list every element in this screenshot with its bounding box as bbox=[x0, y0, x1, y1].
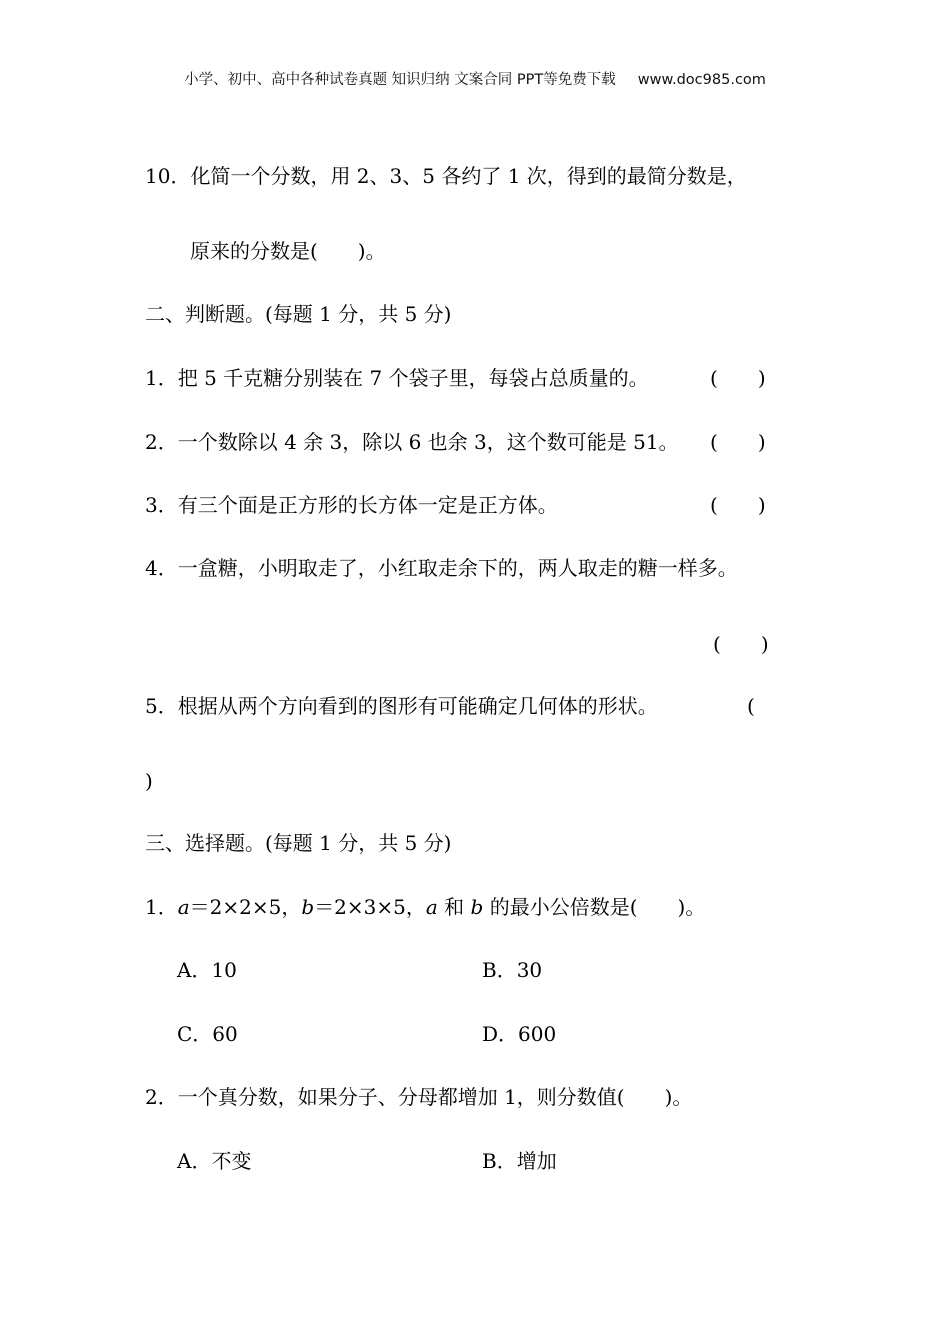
paren-close: ) bbox=[757, 366, 766, 390]
answer-paren-2 bbox=[710, 428, 766, 456]
section3-title: 三、选择题。(每题 1 分，共 5 分) bbox=[145, 831, 452, 855]
q1-option-d: D．600 bbox=[482, 1022, 557, 1046]
judge-item-3: 3．有三个面是正方形的长方体一定是正方体。 bbox=[145, 493, 558, 517]
q1-option-a: A．10 bbox=[177, 958, 237, 982]
q2-option-a: A．不变 bbox=[177, 1149, 252, 1173]
page-header bbox=[0, 68, 950, 89]
var-a: a bbox=[177, 895, 190, 919]
answer-paren-5-open: ( bbox=[747, 694, 755, 718]
q2-option-b: B．增加 bbox=[482, 1149, 557, 1173]
paren-open: ( bbox=[713, 632, 721, 656]
judge-item-5: 5．根据从两个方向看到的图形有可能确定几何体的形状。 bbox=[145, 694, 658, 718]
judge-item-2: 2．一个数除以 4 余 3，除以 6 也余 3，这个数可能是 51。 bbox=[145, 430, 679, 454]
judge-item-1: 1．把 5 千克糖分别装在 7 个袋子里，每袋占总质量的。 bbox=[145, 366, 649, 390]
var-b: b bbox=[301, 895, 315, 919]
q1-mid: 和 bbox=[437, 895, 471, 919]
var-b: b bbox=[470, 895, 484, 919]
q10-line2: 原来的分数是( )。 bbox=[190, 239, 386, 263]
paren-open: ( bbox=[710, 493, 718, 517]
answer-paren-3 bbox=[710, 491, 766, 519]
judge-item-4: 4．一盒糖，小明取走了，小红取走余下的，两人取走的糖一样多。 bbox=[145, 556, 738, 580]
q1-eq1: ＝2×2×5， bbox=[189, 895, 302, 919]
choice-q1-stem bbox=[145, 893, 705, 921]
q1-eq2: ＝2×3×5， bbox=[314, 895, 426, 919]
q1-option-b: B．30 bbox=[482, 958, 543, 982]
q1-tail: 的最小公倍数是( )。 bbox=[483, 895, 706, 919]
header-site: www.doc985.com bbox=[637, 72, 766, 88]
answer-paren-5-close: ) bbox=[145, 769, 153, 793]
var-a: a bbox=[425, 895, 438, 919]
answer-paren-1 bbox=[710, 364, 766, 392]
paren-close: ) bbox=[757, 493, 766, 517]
q10-line1: 10．化简一个分数，用 2、3、5 各约了 1 次，得到的最简分数是， bbox=[145, 164, 747, 188]
q1-num: 1． bbox=[145, 895, 178, 919]
paren-open: ( bbox=[710, 366, 718, 390]
paren-open: ( bbox=[710, 430, 718, 454]
answer-paren-4 bbox=[713, 630, 769, 658]
paren-close: ) bbox=[757, 430, 766, 454]
q1-option-c: C．60 bbox=[177, 1022, 238, 1046]
header-text: 小学、初中、高中各种试卷真题 知识归纳 文案合同 PPT等免费下载 bbox=[184, 72, 616, 88]
section2-title: 二、判断题。(每题 1 分，共 5 分) bbox=[145, 302, 452, 326]
choice-q2-stem: 2．一个真分数，如果分子、分母都增加 1，则分数值( )。 bbox=[145, 1085, 693, 1109]
paren-close: ) bbox=[760, 632, 769, 656]
